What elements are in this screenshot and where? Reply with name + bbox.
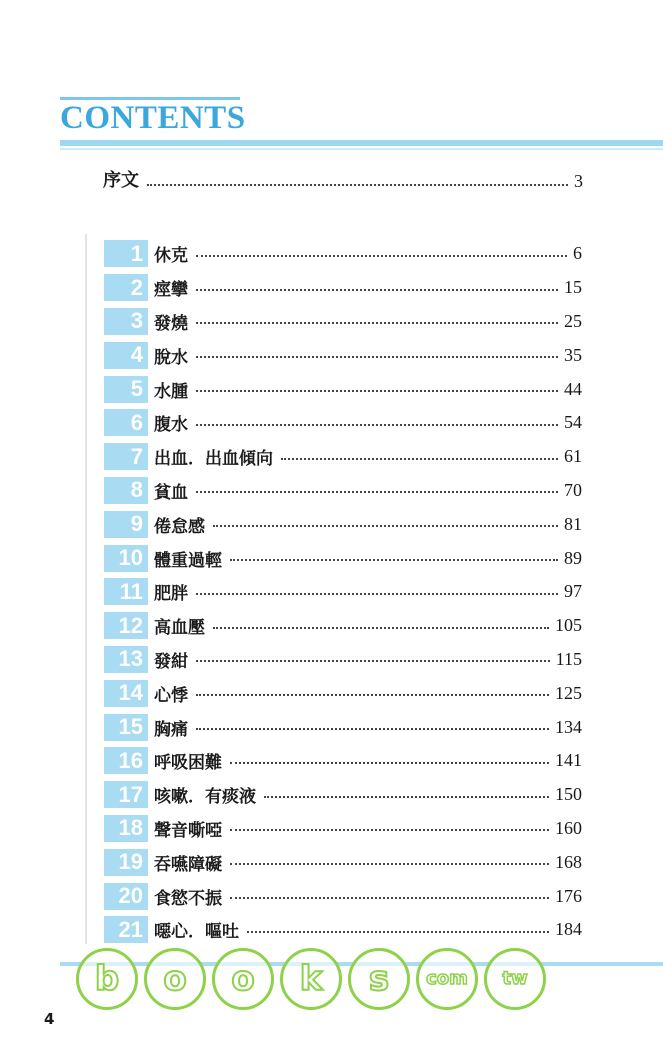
chapter-page-number: 15 xyxy=(564,277,582,298)
chapter-title: 食慾不振 xyxy=(154,888,222,909)
watermark-circle xyxy=(280,948,342,1010)
toc-item[interactable] xyxy=(104,676,582,710)
chapter-page-number: 184 xyxy=(555,919,582,940)
chapter-title: 休克 xyxy=(154,246,188,267)
chapter-number-badge: 4 xyxy=(104,342,148,369)
chapter-page-number: 25 xyxy=(564,310,582,331)
chapter-title: 呼吸困難 xyxy=(154,753,222,774)
chapter-page-number: 97 xyxy=(564,581,582,602)
chapter-page-number: 61 xyxy=(564,446,582,467)
dot-leader xyxy=(196,356,558,358)
chapter-title: 脫水 xyxy=(154,347,188,368)
chapter-title: 倦怠感 xyxy=(154,516,205,537)
toc-item[interactable] xyxy=(104,271,582,305)
chapter-number-badge: 6 xyxy=(104,409,148,436)
chapter-number-badge: 11 xyxy=(104,578,148,605)
books-watermark xyxy=(76,948,546,1010)
chapter-number-badge: 17 xyxy=(104,781,148,808)
chapter-page-number: 44 xyxy=(564,378,582,399)
toc-item[interactable] xyxy=(104,845,582,879)
chapter-title: 水腫 xyxy=(154,381,188,402)
dot-leader xyxy=(196,255,567,257)
dot-leader xyxy=(230,863,549,865)
chapter-number-badge: 2 xyxy=(104,274,148,301)
chapter-page-number: 115 xyxy=(555,648,582,669)
chapter-title: 吞嚥障礙 xyxy=(154,854,222,875)
chapter-title: 肥胖 xyxy=(154,584,188,605)
toc-item[interactable] xyxy=(104,338,582,372)
preface-page: 3 xyxy=(574,171,583,191)
chapter-number-badge: 1 xyxy=(104,240,148,267)
dot-leader xyxy=(213,525,558,527)
watermark-circle xyxy=(212,948,274,1010)
dot-leader xyxy=(230,829,549,831)
heading-rule-thin xyxy=(60,148,663,150)
watermark-letter: o xyxy=(231,959,255,999)
chapter-title: 發燒 xyxy=(154,313,188,334)
toc-item[interactable] xyxy=(104,609,582,643)
chapter-title: 噁心．嘔吐 xyxy=(154,922,239,943)
dot-leader xyxy=(230,897,549,899)
watermark-circle xyxy=(144,948,206,1010)
chapter-title: 心悸 xyxy=(154,685,188,706)
chapter-page-number: 176 xyxy=(555,885,582,906)
dot-leader xyxy=(196,694,549,696)
toc-item[interactable] xyxy=(104,879,582,913)
chapter-title: 痙攣 xyxy=(154,280,188,301)
dot-leader xyxy=(230,762,549,764)
toc-item[interactable] xyxy=(104,575,582,609)
chapter-page-number: 150 xyxy=(555,784,582,805)
chapter-number-badge: 13 xyxy=(104,646,148,673)
chapter-number-badge: 5 xyxy=(104,376,148,403)
toc-item[interactable] xyxy=(104,812,582,846)
chapter-title: 聲音嘶啞 xyxy=(154,820,222,841)
chapter-page-number: 89 xyxy=(564,547,582,568)
chapter-number-badge: 9 xyxy=(104,511,148,538)
list-frame-line xyxy=(85,234,87,944)
chapter-number-badge: 14 xyxy=(104,680,148,707)
chapter-page-number: 160 xyxy=(555,817,582,838)
chapter-number-badge: 20 xyxy=(104,883,148,910)
chapter-page-number: 105 xyxy=(555,615,582,636)
chapter-number-badge: 18 xyxy=(104,815,148,842)
chapter-title: 貧血 xyxy=(154,482,188,503)
chapter-page-number: 35 xyxy=(564,344,582,365)
chapter-page-number: 141 xyxy=(555,750,582,771)
watermark-circle xyxy=(484,948,546,1010)
chapter-page-number: 54 xyxy=(564,412,582,433)
dot-leader xyxy=(196,491,558,493)
chapter-number-badge: 12 xyxy=(104,612,148,639)
chapter-title: 出血．出血傾向 xyxy=(154,449,273,470)
chapter-number-badge: 15 xyxy=(104,714,148,741)
chapter-title: 發紺 xyxy=(154,651,188,672)
dot-leader xyxy=(196,390,558,392)
dot-leader xyxy=(196,593,558,595)
toc-item[interactable] xyxy=(104,406,582,440)
toc-item[interactable] xyxy=(104,507,582,541)
chapter-number-badge: 19 xyxy=(104,849,148,876)
dot-leader xyxy=(196,424,558,426)
watermark-letter: com xyxy=(426,968,468,989)
dot-leader xyxy=(213,627,549,629)
contents-heading: CONTENTS xyxy=(60,100,246,136)
toc-item[interactable] xyxy=(104,305,582,339)
watermark-circle xyxy=(76,948,138,1010)
watermark-letter: k xyxy=(299,959,323,999)
chapter-page-number: 134 xyxy=(555,716,582,737)
chapter-number-badge: 8 xyxy=(104,477,148,504)
toc-list xyxy=(104,237,582,947)
watermark-letter: o xyxy=(163,959,187,999)
watermark-letter: b xyxy=(94,959,120,999)
dot-leader xyxy=(230,559,558,561)
chapter-number-badge: 3 xyxy=(104,308,148,335)
toc-item[interactable] xyxy=(104,710,582,744)
chapter-title: 咳嗽．有痰液 xyxy=(154,787,256,808)
preface-title: 序文 xyxy=(103,170,139,191)
chapter-number-badge: 16 xyxy=(104,747,148,774)
preface-entry[interactable] xyxy=(103,166,583,192)
toc-item[interactable] xyxy=(104,237,582,271)
chapter-number-badge: 7 xyxy=(104,443,148,470)
watermark-letter: tw xyxy=(502,968,528,989)
dot-leader xyxy=(264,796,549,798)
chapter-number-badge: 10 xyxy=(104,545,148,572)
chapter-title: 胸痛 xyxy=(154,719,188,740)
chapter-page-number: 81 xyxy=(564,513,582,534)
dot-leader xyxy=(147,184,568,186)
dot-leader xyxy=(196,322,558,324)
toc-item[interactable] xyxy=(104,778,582,812)
heading-rule xyxy=(60,140,663,146)
chapter-page-number: 125 xyxy=(555,682,582,703)
chapter-number-badge: 21 xyxy=(104,916,148,943)
dot-leader xyxy=(196,289,558,291)
toc-item[interactable] xyxy=(104,474,582,508)
chapter-title: 腹水 xyxy=(154,415,188,436)
chapter-page-number: 70 xyxy=(564,479,582,500)
dot-leader xyxy=(247,931,549,933)
dot-leader xyxy=(196,728,549,730)
page-folio: 4 xyxy=(44,1010,55,1028)
toc-item[interactable] xyxy=(104,913,582,947)
watermark-circle xyxy=(416,948,478,1010)
toc-item[interactable] xyxy=(104,440,582,474)
dot-leader xyxy=(196,660,550,662)
toc-item[interactable] xyxy=(104,372,582,406)
dot-leader xyxy=(281,458,558,460)
chapter-page-number: 6 xyxy=(573,243,582,264)
watermark-letter: s xyxy=(368,959,390,999)
toc-item[interactable] xyxy=(104,643,582,677)
toc-item[interactable] xyxy=(104,744,582,778)
chapter-title: 體重過輕 xyxy=(154,550,222,571)
chapter-page-number: 168 xyxy=(555,851,582,872)
chapter-title: 高血壓 xyxy=(154,618,205,639)
toc-item[interactable] xyxy=(104,541,582,575)
watermark-circle xyxy=(348,948,410,1010)
